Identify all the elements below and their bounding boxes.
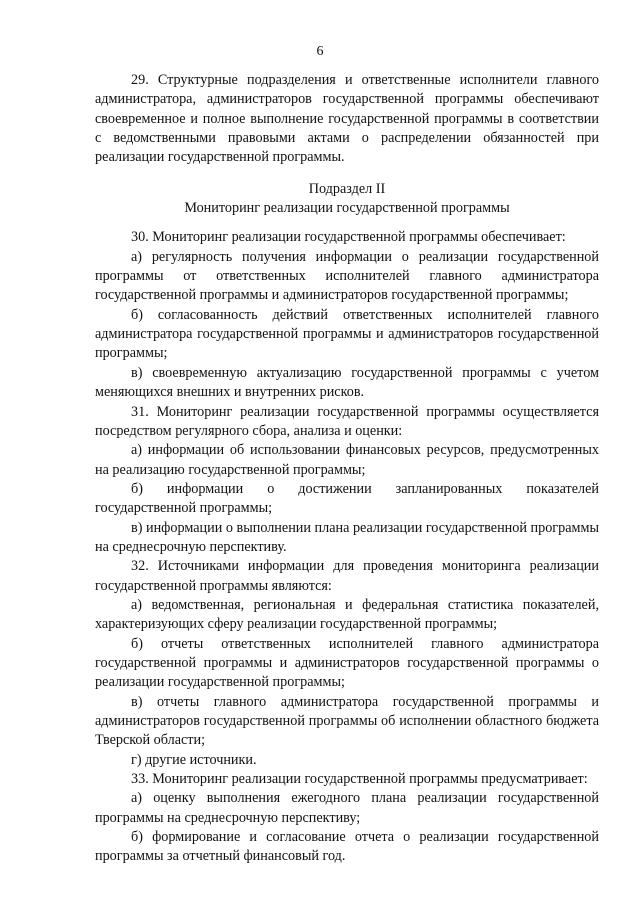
spacer <box>95 168 599 180</box>
paragraph-31-c: в) информации о выполнении плана реализации государственной программы на среднесрочную перспективу. <box>95 519 599 555</box>
paragraph-32-d: г) другие источники. <box>131 751 257 768</box>
paragraph-32-c: в) отчеты главного администратора государственной программы и администраторов государственной программы об исполнении областного бюджета Тверской области; <box>95 693 599 749</box>
paragraph-30-b: б) согласованность действий ответственных исполнителей главного администратора государственной программы и администраторов государственной программы; <box>95 306 599 362</box>
paragraph-31-b: б) информации о достижении запланированных показателей государственной программы; <box>95 480 599 517</box>
page-number: 6 <box>316 44 324 59</box>
paragraph-31-a: а) информации об использовании финансовых ресурсов, предусмотренных на реализацию государственной программы; <box>95 442 599 478</box>
document-body <box>95 71 599 867</box>
paragraph-33-b: б) формирование и согласование отчета о реализации государственной программы за отчетный финансовый год. <box>95 829 599 865</box>
paragraph-29: 29. Структурные подразделения и ответственные исполнители главного администратора, администраторов государственной программы обеспечивают своевременное и полное выполнение государственной программы в соответствии с ведомственными правовыми актами о распределении обязанностей при реализации государственной программы. <box>95 72 599 166</box>
spacer <box>95 218 599 228</box>
paragraph-33-a: а) оценку выполнения ежегодного плана реализации государственной программы на среднесрочную перспективу; <box>95 790 599 826</box>
paragraph-32: 32. Источниками информации для проведения мониторинга реализации государственной программы являются: <box>95 558 599 594</box>
paragraph-32-b: б) отчеты ответственных исполнителей главного администратора государственной программы и администраторов государственной программы о реализации государственной программы; <box>95 635 599 691</box>
subsection-title: Мониторинг реализации государственной программы <box>184 200 510 217</box>
paragraph-32-a: а) ведомственная, региональная и федеральная статистика показателей, характеризующих сферу реализации государственной программы; <box>95 596 599 633</box>
subsection-label: Подраздел II <box>308 180 386 197</box>
paragraph-30-a: а) регулярность получения информации о реализации государственной программы от ответственных исполнителей главного администратора государственной программы и администраторов государственной программы; <box>95 248 599 304</box>
paragraph-30: 30. Мониторинг реализации государственной программы обеспечивает: <box>131 229 566 246</box>
paragraph-30-c: в) своевременную актуализацию государственной программы с учетом меняющихся внешних и внутренних рисков. <box>95 364 599 401</box>
paragraph-33: 33. Мониторинг реализации государственной программы предусматривает: <box>131 771 588 788</box>
paragraph-31: 31. Мониторинг реализации государственной программы осуществляется посредством регулярного сбора, анализа и оценки: <box>95 403 599 439</box>
